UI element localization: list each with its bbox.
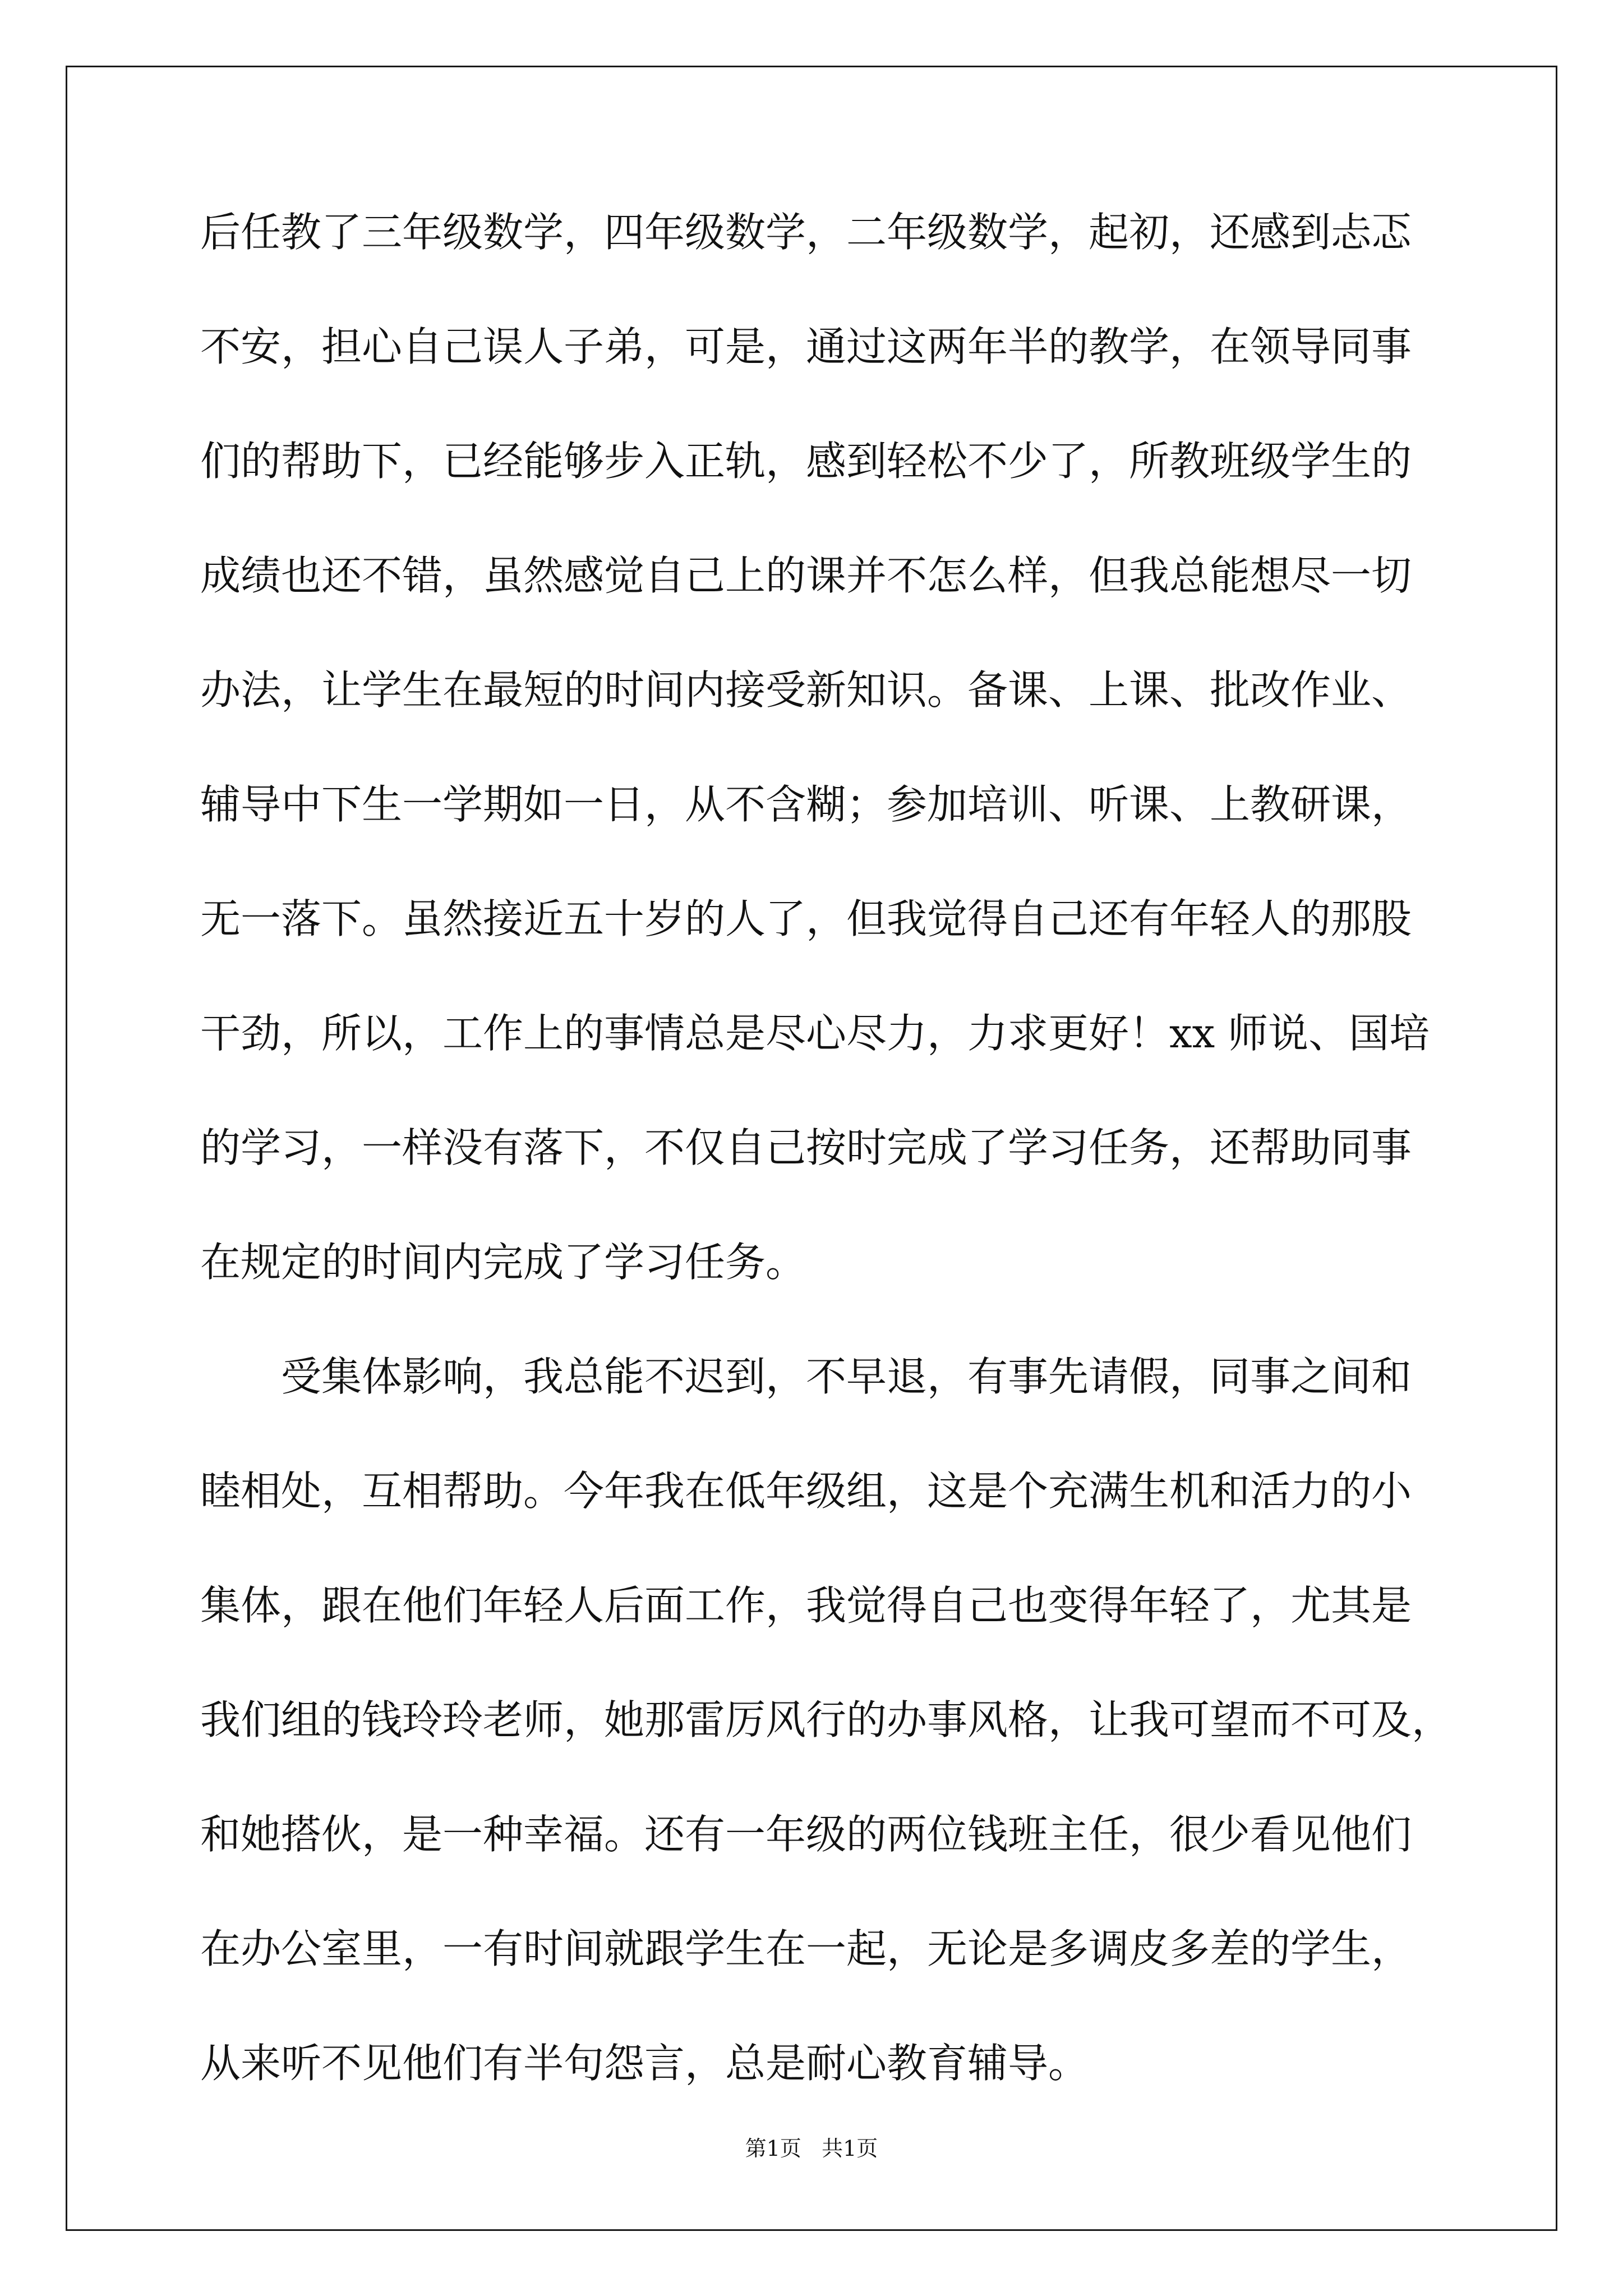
text-line: 们的帮助下，已经能够步入正轨，感到轻松不少了，所教班级学生的 bbox=[200, 438, 1412, 485]
text-line: 在规定的时间内完成了学习任务。 bbox=[200, 1239, 806, 1286]
document-body bbox=[200, 205, 1462, 2151]
text-line: 成绩也还不错，虽然感觉自己上的课并不怎么样，但我总能想尽一切 bbox=[200, 552, 1412, 599]
text-line: 睦相处，互相帮助。今年我在低年级组，这是个充满生机和活力的小 bbox=[200, 1467, 1412, 1515]
text-line: 我们组的钱玲玲老师，她那雷厉风行的办事风格，让我可望而不可及， bbox=[200, 1696, 1453, 1743]
page-number-footer: 第1页 共1页 bbox=[745, 2136, 878, 2161]
text-line: 和她搭伙，是一种幸福。还有一年级的两位钱班主任，很少看见他们 bbox=[200, 1811, 1412, 1858]
text-line: 后任教了三年级数学，四年级数学，二年级数学，起初，还感到忐忑 bbox=[200, 209, 1412, 256]
text-line: 不安，担心自己误人子弟，可是，通过这两年半的教学，在领导同事 bbox=[200, 323, 1412, 370]
text-line: 从来听不见他们有半句怨言，总是耐心教育辅导。 bbox=[200, 2040, 1089, 2087]
text-line: 辅导中下生一学期如一日，从不含糊；参加培训、听课、上教研课， bbox=[200, 781, 1412, 828]
text-line: 干劲，所以，工作上的事情总是尽心尽力，力求更好！xx 师说、国培 bbox=[200, 1010, 1430, 1057]
text-line: 无一落下。虽然接近五十岁的人了，但我觉得自己还有年轻人的那股 bbox=[200, 895, 1412, 942]
text-line: 受集体影响，我总能不迟到，不早退，有事先请假，同事之间和 bbox=[281, 1353, 1412, 1400]
text-line: 的学习，一样没有落下，不仅自己按时完成了学习任务，还帮助同事 bbox=[200, 1124, 1412, 1171]
text-line: 办法，让学生在最短的时间内接受新知识。备课、上课、批改作业、 bbox=[200, 666, 1412, 714]
text-line: 在办公室里，一有时间就跟学生在一起，无论是多调皮多差的学生， bbox=[200, 1925, 1412, 1972]
text-line: 集体，跟在他们年轻人后面工作，我觉得自己也变得年轻了，尤其是 bbox=[200, 1582, 1412, 1629]
